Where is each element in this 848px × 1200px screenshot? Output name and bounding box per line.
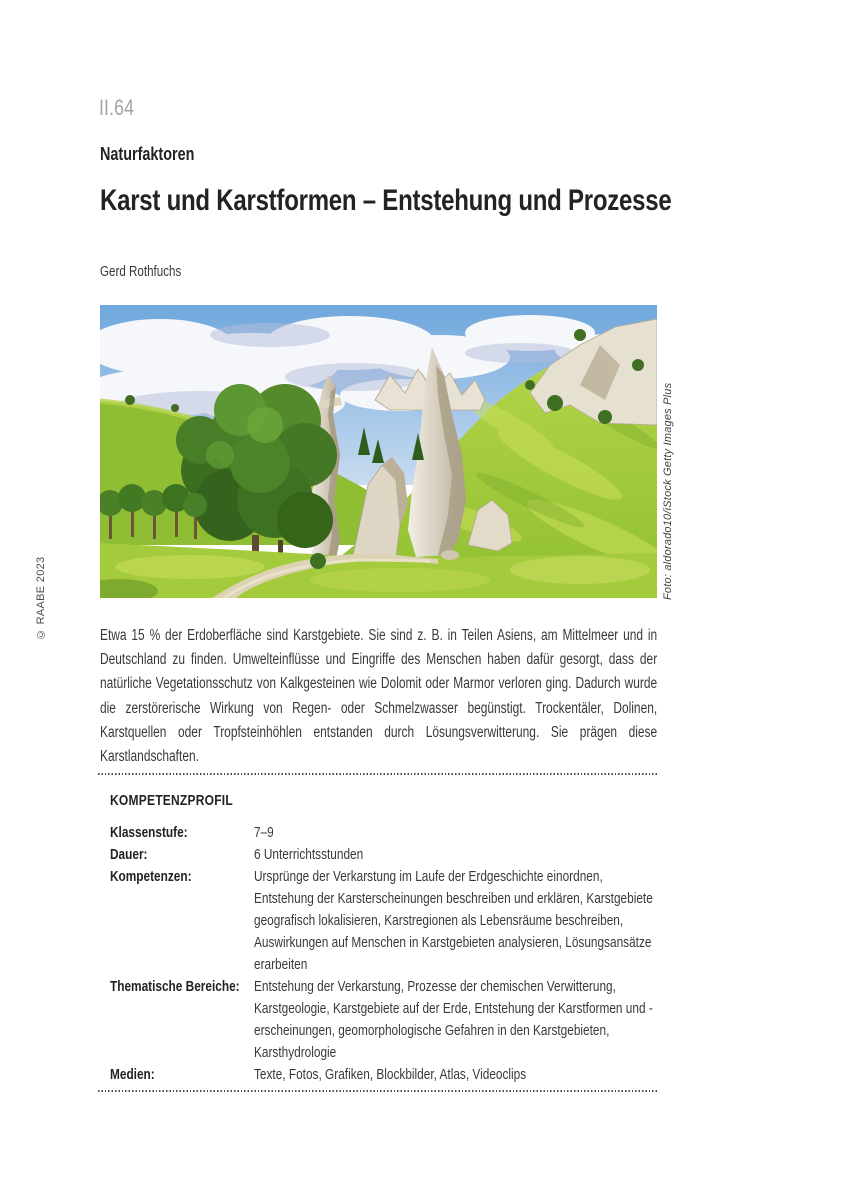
profile-label: Medien:: [110, 1067, 155, 1083]
profile-value: Ursprünge der Verkarstung im Laufe der Erdgeschichte einordnen, Entstehung der Karsterscheinungen beschreiben und erklären, Karstgebiete geografisch lokalisieren, Karstregionen als Lebensräume beschreiben, Auswirkungen auf Menschen in Karstgebieten analysieren, Lösungsansätze erarbeiten: [254, 869, 653, 973]
profile-value: 6 Unterrichtsstunden: [254, 847, 364, 863]
series-heading: Naturfaktoren: [100, 144, 195, 164]
author-name: Gerd Rothfuchs: [100, 264, 182, 280]
profile-value: Entstehung der Verkarstung, Prozesse der chemischen Verwitterung, Karstgeologie, Karstgebiete auf der Erde, Entstehung der Karstformen und -erscheinungen, geomorphologische Gefahren in den Karstgebieten, Karsthydrologie: [254, 979, 653, 1061]
profile-label: Klassenstufe:: [110, 825, 188, 841]
profile-row-medien: [110, 1064, 657, 1086]
profile-value: Texte, Fotos, Grafiken, Blockbilder, Atlas, Videoclips: [254, 1067, 527, 1083]
section-number: II.64: [99, 95, 135, 120]
karst-landscape-photo: [100, 305, 657, 598]
profile-value: 7–9: [254, 825, 274, 841]
profile-label: Kompetenzen:: [110, 869, 192, 885]
profile-label: Dauer:: [110, 847, 148, 863]
photo-credit-vertical: Foto: aldorado10/iStock Getty Images Plus: [662, 382, 674, 600]
profile-heading: KOMPETENZPROFIL: [110, 792, 233, 809]
dotted-divider-top: [98, 773, 657, 775]
profile-row-klassenstufe: [110, 822, 657, 844]
profile-row-thematische-bereiche: [110, 976, 657, 1064]
dotted-divider-bottom: [98, 1090, 657, 1092]
profile-row-dauer: [110, 844, 657, 866]
competence-profile: [110, 792, 657, 1086]
profile-row-kompetenzen: [110, 866, 657, 976]
copyright-vertical: © RAABE 2023: [35, 556, 47, 640]
profile-label: Thematische Bereiche:: [110, 979, 240, 995]
karst-photo-illustration: [100, 305, 657, 598]
page-title: Karst und Karstformen – Entstehung und Prozesse: [100, 184, 672, 217]
intro-paragraph: Etwa 15 % der Erdoberfläche sind Karstgebiete. Sie sind z. B. in Teilen Asiens, am Mittelmeer und in Deutschland zu finden. Umwelteinflüsse und Eingriffe des Menschen haben dafür gesorgt, dass der natürliche Vegetationsschutz von Kalkgesteinen wie Dolomit oder Marmor verloren ging. Dadurch wurde die zerstörerische Wirkung von Regen- oder Schmelzwasser begünstigt. Trockentäler, Dolinen, Karstquellen oder Tropfsteinhöhlen entstanden durch Lösungsverwitterung. Sie prägen diese Karstlandschaften.: [100, 627, 658, 766]
